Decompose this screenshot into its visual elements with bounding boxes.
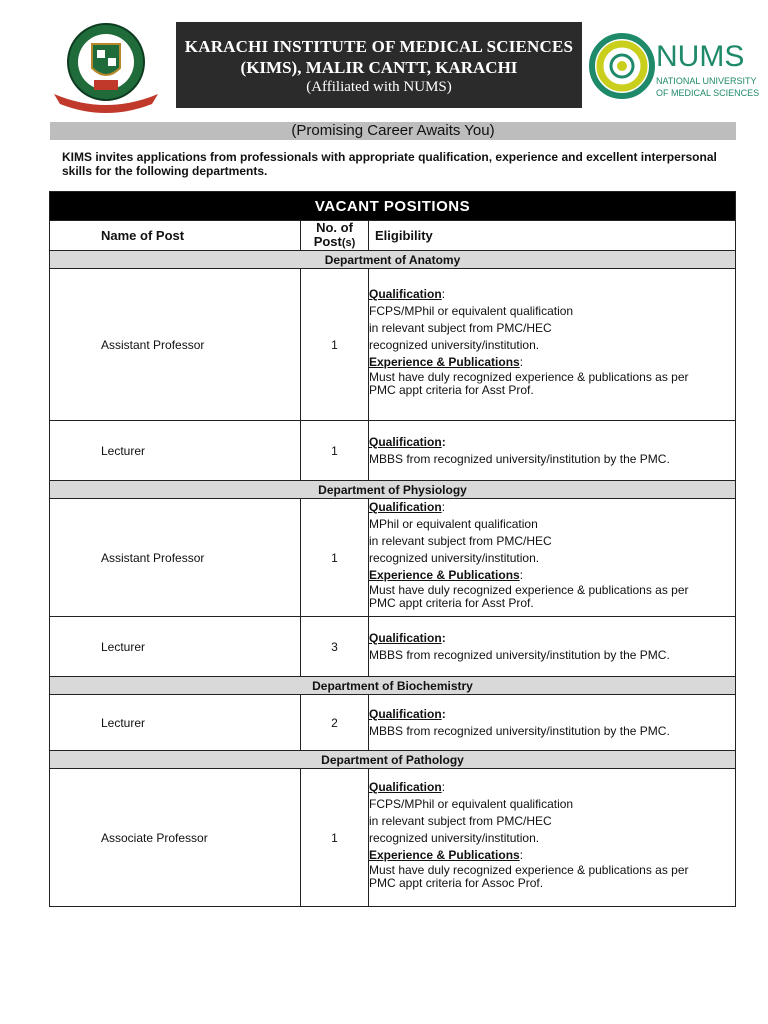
qualification-colon: : — [441, 287, 446, 301]
eligibility-cell — [369, 499, 736, 617]
experience-text: Must have duly recognized experience & publications as per — [369, 583, 689, 597]
table-row — [50, 269, 736, 421]
nums-logo-line2: OF MEDICAL SCIENCES — [656, 88, 760, 98]
experience-colon: : — [519, 568, 524, 582]
experience-text: Must have duly recognized experience & publications as per — [369, 370, 689, 384]
eligibility-cell — [369, 769, 736, 907]
post-count: 2 — [301, 695, 369, 751]
nums-logo-line1: NATIONAL UNIVERSITY — [656, 76, 757, 86]
department-row — [50, 251, 736, 269]
qualification-colon: : — [441, 780, 446, 794]
experience-heading — [369, 567, 735, 584]
department-name: Department of Physiology — [50, 481, 736, 499]
department-row — [50, 751, 736, 769]
experience-colon: : — [519, 355, 524, 369]
tagline: (Promising Career Awaits You) — [50, 122, 736, 140]
department-name: Department of Biochemistry — [50, 677, 736, 695]
post-count: 1 — [301, 421, 369, 481]
qualification-text: MPhil or equivalent qualification — [369, 517, 538, 531]
post-count: 1 — [301, 269, 369, 421]
header-count-line1: No. of — [316, 220, 353, 235]
header-eligibility: Eligibility — [369, 221, 736, 251]
qualification-text: recognized university/institution. — [369, 551, 540, 565]
table-header-row — [50, 221, 736, 251]
table-row — [50, 617, 736, 677]
department-row — [50, 677, 736, 695]
experience-text: PMC appt criteria for Assoc Prof. — [369, 876, 544, 890]
experience-label: Experience & Publications — [369, 848, 520, 862]
table-title-row — [50, 192, 736, 221]
qualification-label: Qualification — [369, 287, 442, 301]
experience-heading — [369, 354, 735, 371]
qualification-label: Qualification — [369, 706, 442, 721]
qualification-text: FCPS/MPhil or equivalent qualification — [369, 304, 574, 318]
qualification-text: in relevant subject from PMC/HEC — [369, 321, 552, 335]
post-name: Associate Professor — [50, 769, 301, 907]
table-row — [50, 421, 736, 481]
qualification-text: recognized university/institution. — [369, 831, 540, 845]
post-count: 3 — [301, 617, 369, 677]
eligibility-cell — [369, 695, 736, 751]
qualification-heading — [369, 706, 735, 723]
post-count: 1 — [301, 499, 369, 617]
header-count-line2: Post — [313, 234, 342, 249]
experience-colon: : — [519, 848, 524, 862]
table-row — [50, 499, 736, 617]
qualification-text: in relevant subject from PMC/HEC — [369, 814, 552, 828]
qualification-heading — [369, 434, 735, 451]
kims-crest-logo — [52, 20, 160, 110]
affiliation-note: (Affiliated with NUMS) — [306, 79, 452, 95]
table-title: VACANT POSITIONS — [50, 192, 736, 221]
experience-label: Experience & Publications — [369, 568, 520, 582]
qualification-label: Qualification — [369, 630, 442, 645]
eligibility-cell — [369, 421, 736, 481]
eligibility-cell — [369, 617, 736, 677]
qualification-text: in relevant subject from PMC/HEC — [369, 534, 552, 548]
department-name: Department of Pathology — [50, 751, 736, 769]
table-row — [50, 769, 736, 907]
table-row — [50, 695, 736, 751]
post-name: Lecturer — [50, 617, 301, 677]
eligibility-cell — [369, 269, 736, 421]
qualification-text: recognized university/institution. — [369, 338, 540, 352]
institution-location: (KIMS), MALIR CANTT, KARACHI — [240, 58, 518, 77]
qualification-colon: : — [441, 706, 446, 721]
experience-text: PMC appt criteria for Asst Prof. — [369, 383, 534, 397]
vacant-positions-table — [49, 191, 736, 907]
qualification-text: FCPS/MPhil or equivalent qualification — [369, 797, 574, 811]
nums-logo — [592, 16, 760, 116]
qualification-text: MBBS from recognized university/institution by the PMC. — [369, 723, 670, 738]
experience-heading — [369, 847, 735, 864]
qualification-colon: : — [441, 630, 446, 645]
intro-paragraph: KIMS invites applications from professionals with appropriate qualification, experience and excellent interpersonal skills for the following departments. — [62, 150, 717, 178]
department-row — [50, 481, 736, 499]
post-name: Lecturer — [50, 695, 301, 751]
qualification-colon: : — [441, 500, 446, 514]
experience-label: Experience & Publications — [369, 355, 520, 369]
qualification-heading — [369, 630, 735, 647]
qualification-heading — [369, 779, 735, 796]
qualification-label: Qualification — [369, 434, 442, 449]
qualification-label: Qualification — [369, 500, 442, 514]
post-name: Lecturer — [50, 421, 301, 481]
post-name: Assistant Professor — [50, 269, 301, 421]
header-post: Name of Post — [50, 221, 301, 251]
qualification-heading — [369, 286, 735, 303]
institution-name: KARACHI INSTITUTE OF MEDICAL SCIENCES — [184, 37, 574, 56]
qualification-label: Qualification — [369, 780, 442, 794]
experience-text: Must have duly recognized experience & publications as per — [369, 863, 689, 877]
nums-logo-text: NUMS — [656, 40, 745, 73]
institution-banner — [176, 22, 582, 108]
qualification-colon: : — [441, 434, 446, 449]
qualification-text: MBBS from recognized university/institution by the PMC. — [369, 451, 670, 466]
department-name: Department of Anatomy — [50, 251, 736, 269]
experience-text: PMC appt criteria for Asst Prof. — [369, 596, 534, 610]
post-count: 1 — [301, 769, 369, 907]
header-count-suffix: (s) — [341, 237, 356, 249]
post-name: Assistant Professor — [50, 499, 301, 617]
qualification-text: MBBS from recognized university/institution by the PMC. — [369, 647, 670, 662]
qualification-heading — [369, 499, 735, 516]
header-count — [301, 221, 369, 251]
